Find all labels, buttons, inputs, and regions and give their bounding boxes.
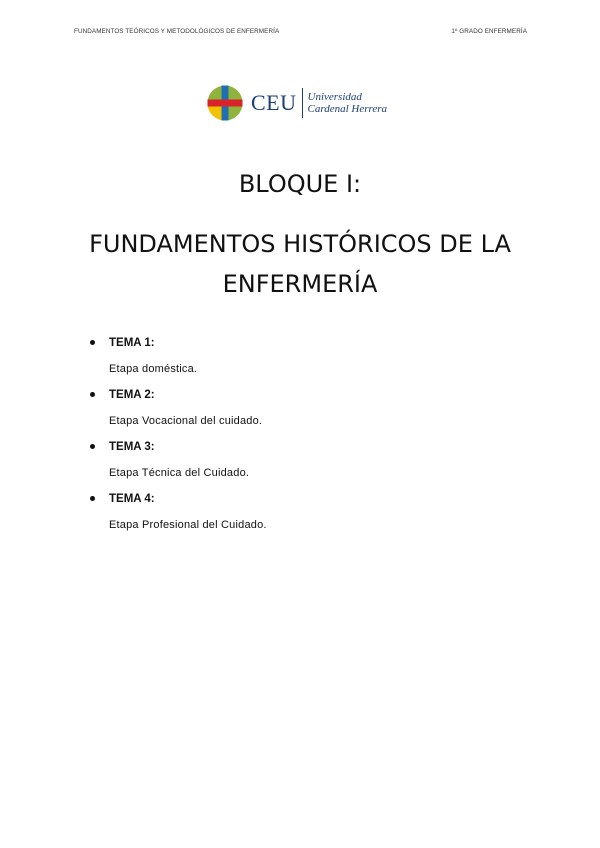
logo-line1: Universidad bbox=[307, 91, 362, 103]
list-item bbox=[88, 492, 528, 544]
topic-description: Etapa Vocacional del cuidado. bbox=[109, 415, 263, 427]
block-subtitle bbox=[0, 224, 600, 304]
bullet-icon bbox=[90, 496, 95, 501]
logo-acronym: CEU bbox=[251, 90, 297, 115]
logo-line2: Cardenal Herrera bbox=[307, 103, 388, 115]
bullet-icon bbox=[90, 392, 95, 397]
subtitle-line2: ENFERMERÍA bbox=[222, 270, 378, 298]
topic-description: Etapa doméstica. bbox=[109, 363, 198, 375]
logo-divider bbox=[302, 88, 303, 118]
header-degree-label: 1º GRADO ENFERMERÍA bbox=[451, 28, 527, 35]
header-course-title: FUNDAMENTOS TEÓRICOS Y METODOLÓGICOS DE ENFERMERÍA bbox=[74, 28, 280, 35]
topic-title: TEMA 3: bbox=[109, 441, 155, 453]
university-logo bbox=[207, 84, 397, 122]
topic-description: Etapa Técnica del Cuidado. bbox=[109, 467, 250, 479]
bullet-icon bbox=[90, 444, 95, 449]
topic-description: Etapa Profesional del Cuidado. bbox=[109, 519, 267, 531]
topic-title: TEMA 2: bbox=[109, 389, 155, 401]
topic-list bbox=[88, 336, 528, 544]
subtitle-line1: FUNDAMENTOS HISTÓRICOS DE LA bbox=[89, 230, 511, 258]
logo-university-name bbox=[308, 91, 388, 115]
topic-title: TEMA 4: bbox=[109, 493, 155, 505]
block-title: BLOQUE I: bbox=[238, 170, 362, 198]
ceu-emblem-icon bbox=[207, 85, 243, 121]
list-item bbox=[88, 388, 528, 440]
topic-title: TEMA 1: bbox=[109, 337, 155, 349]
bullet-icon bbox=[90, 340, 95, 345]
list-item bbox=[88, 336, 528, 388]
list-item bbox=[88, 440, 528, 492]
